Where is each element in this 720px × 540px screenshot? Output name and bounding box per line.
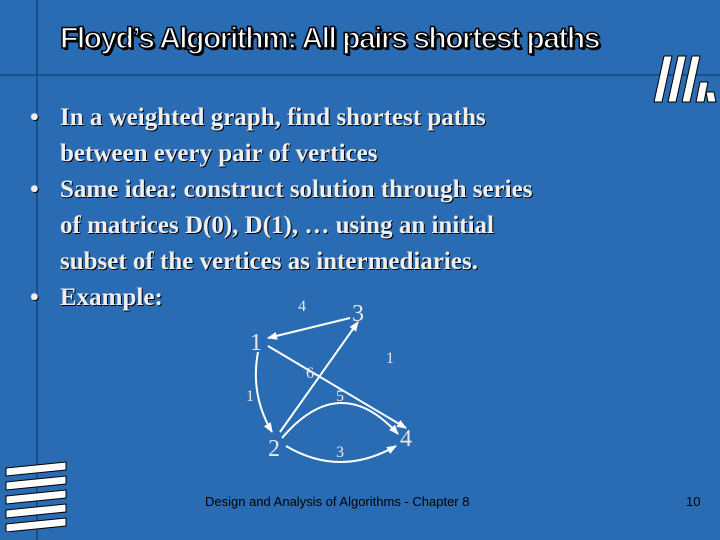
edge-label-v2-v3: 6: [306, 365, 314, 382]
slide-title: Floyd’s Algorithm: All pairs shortest paths: [60, 22, 599, 55]
slide-number: 10: [686, 494, 701, 509]
edge-label-v1-v4: 1: [386, 350, 394, 367]
vertex-3: 3: [352, 301, 364, 327]
vertex-2: 2: [268, 436, 280, 462]
vertex-1: 1: [250, 330, 262, 356]
edge-label-v3-v1: 4: [298, 298, 306, 315]
bullet-dot: •: [30, 176, 39, 203]
footer-text: Design and Analysis of Algorithms - Chapter 8: [205, 494, 470, 509]
edge-v2-v4-upper: [282, 403, 398, 438]
bullet-line: Example:: [60, 284, 163, 311]
edge-label-v2-v4-lower: 3: [336, 444, 344, 461]
edge-v3-v1: [268, 318, 350, 338]
edge-label-v2-v4-upper: 5: [336, 388, 344, 405]
bullet-line: between every pair of vertices: [60, 140, 378, 167]
bullet-line: of matrices D(0), D(1), … using an initial: [60, 212, 494, 239]
bullet-line: Same idea: construct solution through series: [60, 176, 533, 203]
bullet-dot: •: [30, 284, 39, 311]
bullet-line: subset of the vertices as intermediaries.: [60, 248, 478, 275]
bullet-line: In a weighted graph, find shortest paths: [60, 104, 486, 131]
edge-label-v1-v2: 1: [246, 388, 254, 405]
edge-v1-v2: [256, 352, 272, 432]
edge-v2-v3: [280, 322, 358, 432]
vertex-4: 4: [400, 426, 412, 452]
bullet-dot: •: [30, 104, 39, 131]
